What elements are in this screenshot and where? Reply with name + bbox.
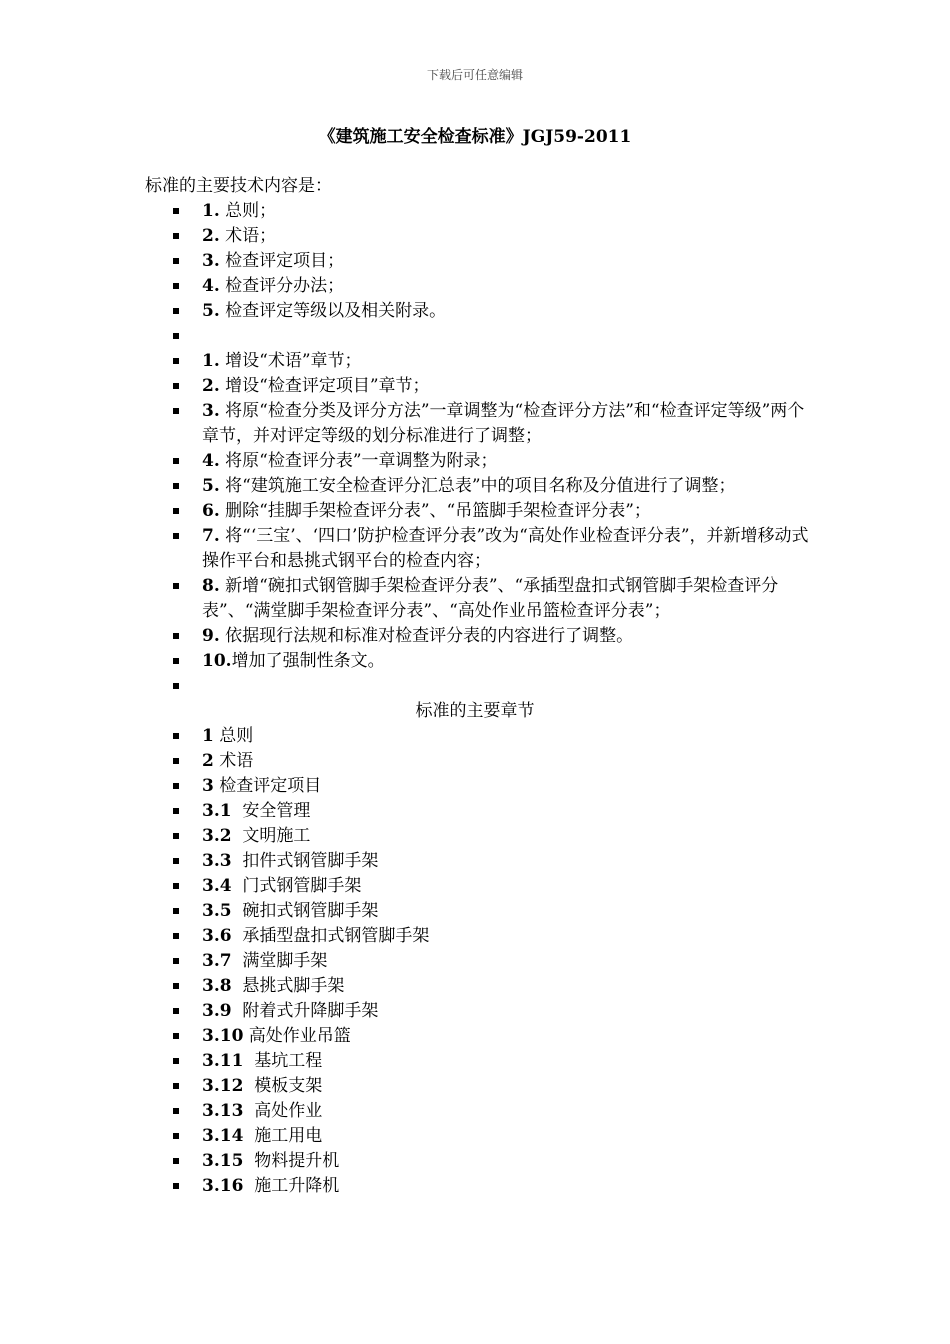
item-text: 物料提升机: [243, 1151, 340, 1171]
list-item: [0, 499, 812, 524]
item-number: 3.: [202, 251, 220, 271]
item-text: 总则；: [219, 201, 277, 221]
page-header: 下载后可任意编辑: [426, 68, 523, 82]
item-text: 碗扣式钢管脚手架: [231, 901, 379, 921]
item-text: 悬挑式脚手架: [231, 976, 345, 996]
intro-text: 标准的主要技术内容是：: [145, 176, 332, 196]
chapter-item: [0, 799, 812, 824]
list-item: [0, 299, 812, 324]
item-number: 10.: [202, 651, 232, 671]
chapter-item: [0, 1149, 812, 1174]
item-number: 3.: [202, 401, 220, 421]
list-item: [0, 574, 812, 624]
item-text: 门式钢管脚手架: [231, 876, 362, 896]
item-text: 检查评定项目；: [219, 251, 345, 271]
item-number: 3.6: [202, 926, 232, 946]
chapter-item: [0, 999, 812, 1024]
item-text: 承插型盘扣式钢管脚手架: [231, 926, 430, 946]
list-item: [0, 449, 812, 474]
chapter-item: [0, 874, 812, 899]
chapter-item: [0, 899, 812, 924]
item-text: 将“建筑施工安全检查评分汇总表”中的项目名称及分值进行了调整；: [219, 476, 736, 496]
item-number: 4.: [202, 451, 220, 471]
item-number: 9.: [202, 626, 220, 646]
chapter-item: [0, 849, 812, 874]
chapter-item: [0, 1074, 812, 1099]
item-number: 2.: [202, 226, 220, 246]
list-item: [0, 649, 812, 674]
list-item: [0, 474, 812, 499]
item-number: 3.7: [202, 951, 232, 971]
chapter-item: [0, 1124, 812, 1149]
item-number: 3.9: [202, 1001, 232, 1021]
item-number: 2: [202, 751, 214, 771]
list-item: [0, 199, 812, 224]
item-text: 依据现行法规和标准对检查评分表的内容进行了调整。: [219, 626, 634, 646]
item-text: 检查评定项目: [213, 776, 322, 796]
chapter-item: [0, 824, 812, 849]
item-text: 增加了强制性条文。: [231, 651, 385, 671]
chapter-item: [0, 1049, 812, 1074]
list-item: [0, 324, 812, 349]
item-number: 3.13: [202, 1101, 244, 1121]
item-number: 1.: [202, 201, 220, 221]
chapter-item: [0, 1024, 812, 1049]
item-text: 基坑工程: [243, 1051, 323, 1071]
chapter-item: [0, 749, 812, 774]
item-text: 将原“检查分类及评分方法”一章调整为“检查评分方法”和“检查评定等级”两个章节，并对评定等级的划分标准进行了调整；: [202, 401, 805, 446]
item-number: 8.: [202, 576, 220, 596]
document-title: 《建筑施工安全检查标准》JGJ59-2011: [318, 127, 632, 147]
item-text: 文明施工: [231, 826, 311, 846]
item-text: 术语；: [219, 226, 277, 246]
list-item: [0, 349, 812, 374]
chapter-item: [0, 949, 812, 974]
list-item: [0, 524, 812, 574]
item-number: 3.3: [202, 851, 232, 871]
item-text: 扣件式钢管脚手架: [231, 851, 379, 871]
item-number: 3.14: [202, 1126, 244, 1146]
item-text: 新增“碗扣式钢管脚手架检查评分表”、“承插型盘扣式钢管脚手架检查评分表”、“满堂脚手架检查评分表”、“高处作业吊篮检查评分表”；: [202, 576, 779, 621]
list-item: [0, 624, 812, 649]
item-number: 3.2: [202, 826, 232, 846]
content-list: [0, 199, 950, 1199]
item-text: 施工用电: [243, 1126, 323, 1146]
item-text: 施工升降机: [243, 1176, 340, 1196]
item-number: 5.: [202, 476, 220, 496]
item-text: 将原“检查评分表”一章调整为附录；: [219, 451, 498, 471]
item-text: 高处作业: [243, 1101, 323, 1121]
item-number: 3.16: [202, 1176, 244, 1196]
item-text: 模板支架: [243, 1076, 323, 1096]
list-item: [0, 274, 812, 299]
item-number: 6.: [202, 501, 220, 521]
list-item: [0, 399, 812, 449]
list-item: [0, 374, 812, 399]
item-text: 删除“挂脚手架检查评分表”、“吊篮脚手架检查评分表”；: [219, 501, 651, 521]
item-number: 3.11: [202, 1051, 244, 1071]
item-text: 高处作业吊篮: [243, 1026, 351, 1046]
item-number: 1: [202, 726, 214, 746]
item-number: 2.: [202, 376, 220, 396]
chapter-item: [0, 724, 812, 749]
item-text: 术语: [213, 751, 254, 771]
list-item: [0, 249, 812, 274]
item-number: 3.15: [202, 1151, 244, 1171]
chapter-item: [0, 1099, 812, 1124]
item-number: 3.5: [202, 901, 232, 921]
item-text: 安全管理: [231, 801, 311, 821]
item-number: 7.: [202, 526, 220, 546]
chapter-item: [0, 974, 812, 999]
item-number: 4.: [202, 276, 220, 296]
chapter-item: [0, 1174, 812, 1199]
item-number: 3.8: [202, 976, 232, 996]
item-number: 3.12: [202, 1076, 244, 1096]
item-number: 1.: [202, 351, 220, 371]
chapter-item: [0, 774, 812, 799]
item-number: 3.4: [202, 876, 232, 896]
item-text: 检查评分办法；: [219, 276, 345, 296]
list-item: [0, 674, 812, 699]
item-text: 附着式升降脚手架: [231, 1001, 379, 1021]
chapter-item: [0, 924, 812, 949]
item-number: 3.1: [202, 801, 232, 821]
item-number: 5.: [202, 301, 220, 321]
item-text: 将“‘三宝’、‘四口’防护检查评分表”改为“高处作业检查评分表”，并新增移动式操作平台和悬挑式钢平台的检查内容；: [202, 526, 809, 571]
item-text: 满堂脚手架: [231, 951, 328, 971]
list-item: [0, 224, 812, 249]
item-text: 增设“检查评定项目”章节；: [219, 376, 430, 396]
item-text: 增设“术语”章节；: [219, 351, 362, 371]
item-text: 总则: [213, 726, 254, 746]
item-number: 3: [202, 776, 214, 796]
item-text: 检查评定等级以及相关附录。: [219, 301, 447, 321]
section-heading: 标准的主要章节: [415, 701, 535, 721]
item-number: 3.10: [202, 1026, 244, 1046]
